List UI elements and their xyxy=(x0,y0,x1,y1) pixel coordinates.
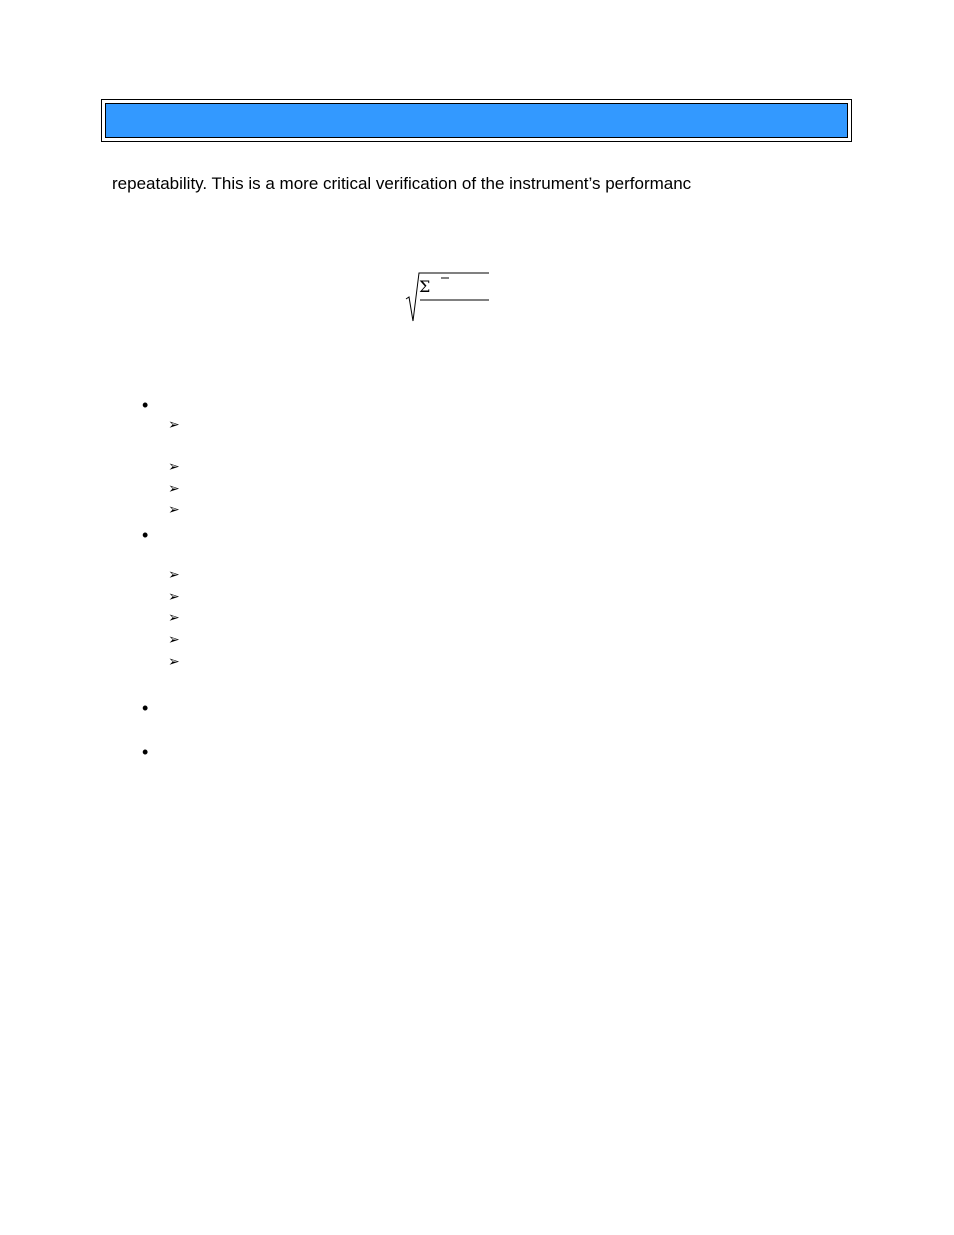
bullet-marker: • xyxy=(142,742,149,762)
arrow-marker: ➢ xyxy=(168,567,180,583)
arrow-marker: ➢ xyxy=(168,632,180,648)
bullet-marker: • xyxy=(142,395,149,415)
arrow-marker: ➢ xyxy=(168,417,180,433)
sigma-symbol: Σ xyxy=(419,277,431,296)
arrow-marker: ➢ xyxy=(168,610,180,626)
intro-paragraph: repeatability. This is a more critical verification of the instrument’s performanc xyxy=(112,174,692,193)
section-header-fill xyxy=(105,103,848,138)
arrow-marker: ➢ xyxy=(168,459,180,475)
bullet-marker: • xyxy=(142,525,149,545)
std-dev-formula xyxy=(404,268,494,328)
arrow-marker: ➢ xyxy=(168,654,180,670)
bullet-marker: • xyxy=(142,698,149,718)
arrow-marker: ➢ xyxy=(168,589,180,605)
arrow-marker: ➢ xyxy=(168,481,180,497)
section-header-bar xyxy=(101,99,852,142)
arrow-marker: ➢ xyxy=(168,502,180,518)
